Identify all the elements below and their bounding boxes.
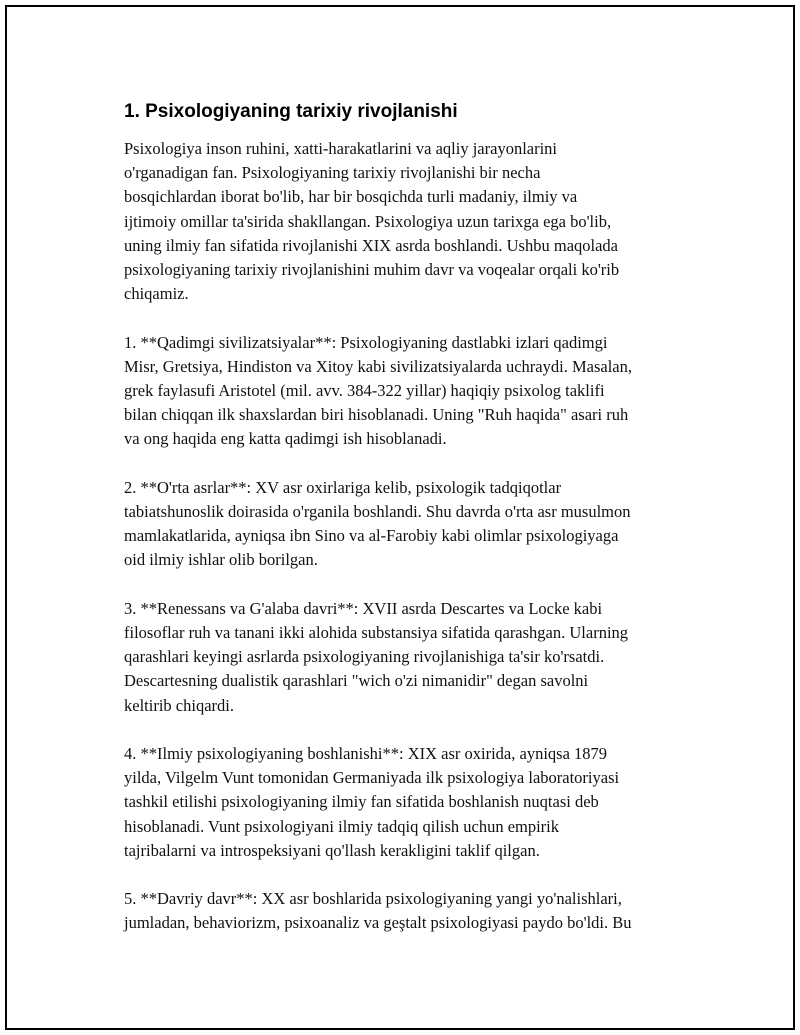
paragraph-scientific-psychology: 4. **Ilmiy psixologiyaning boshlanishi**: XIX asr oxirida, ayniqsa 1879 yilda, Vilgelm Vunt tomonidan Germaniyada ilk psixologiya laboratoriyasi tashkil etilishi psixologiyaning ilmiy fan sifatida boshlanish nuqtasi deb hisoblanadi. Vunt psixologiyani ilmiy tadqiq qilish uchun empirik tajribalarni va introspeksiyani qo'llash kerakligini taklif qilgan. <box>124 744 620 860</box>
document-title: 1. Psixologiyaning tarixiy rivojlanishi <box>124 101 458 122</box>
paragraph-renaissance: 3. **Renessans va G'alaba davri**: XVII asrda Descartes va Locke kabi filosoflar ruh va tanani ikki alohida substansiya sifatida qarashgan. Ularning qarashlari keyingi asrlarda psixologiyaning rivojlanishiga ta'sir ko'rsatdi. Descartesning dualistik qarashlari "wich o'zi nimanidir" degan savolni keltirib chiqardi. <box>124 598 629 715</box>
paragraph-ancient-civilizations: 1. **Qadimgi sivilizatsiyalar**: Psixologiyaning dastlabki izlari qadimgi Misr, Gretsiya, Hindiston va Xitoy kabi sivilizatsiyalarda uchraydi. Masalan, grek faylasufi Aristotel (mil. avv. 384-322 yillar) haqiqiy psixolog taklifi bilan chiqqan ilk shaxslardan biri hisoblanadi. Uning "Ruh haqida" asari ruh va ong haqida eng katta qadimgi ish hisoblanadi. <box>124 332 632 449</box>
document-body <box>124 99 704 960</box>
page-frame <box>5 5 795 1030</box>
paragraph-modern-period: 5. **Davriy davr**: XX asr boshlarida psixologiyaning yangi yo'nalishlari, jumladan, behaviorizm, psixoanaliz va geştalt psixologiyasi paydo bo'ldi. Bu <box>124 889 632 933</box>
paragraph-intro: Psixologiya inson ruhini, xatti-harakatlarini va aqliy jarayonlarini o'rganadigan fan. Psixologiyaning tarixiy rivojlanishi bir necha bosqichlardan iborat bo'lib, har bir bosqichda turli madaniy, ilmiy va ijtimoiy omillar ta'sirida shakllangan. Psixologiya uzun tarixga ega bo'lib, uning ilmiy fan sifatida rivojlanishi XIX asrda boshlandi. Ushbu maqolada psixologiyaning tarixiy rivojlanishini muhim davr va voqealar orqali ko'rib chiqamiz. <box>124 139 620 304</box>
paragraph-middle-ages: 2. **O'rta asrlar**: XV asr oxirlariga kelib, psixologik tadqiqotlar tabiatshunoslik doirasida o'rganila boshlandi. Shu davrda o'rta asr musulmon mamlakatlarida, ayniqsa ibn Sino va al-Farobiy kabi olimlar psixologiyaga oid ilmiy ishlar olib borilgan. <box>124 477 631 570</box>
